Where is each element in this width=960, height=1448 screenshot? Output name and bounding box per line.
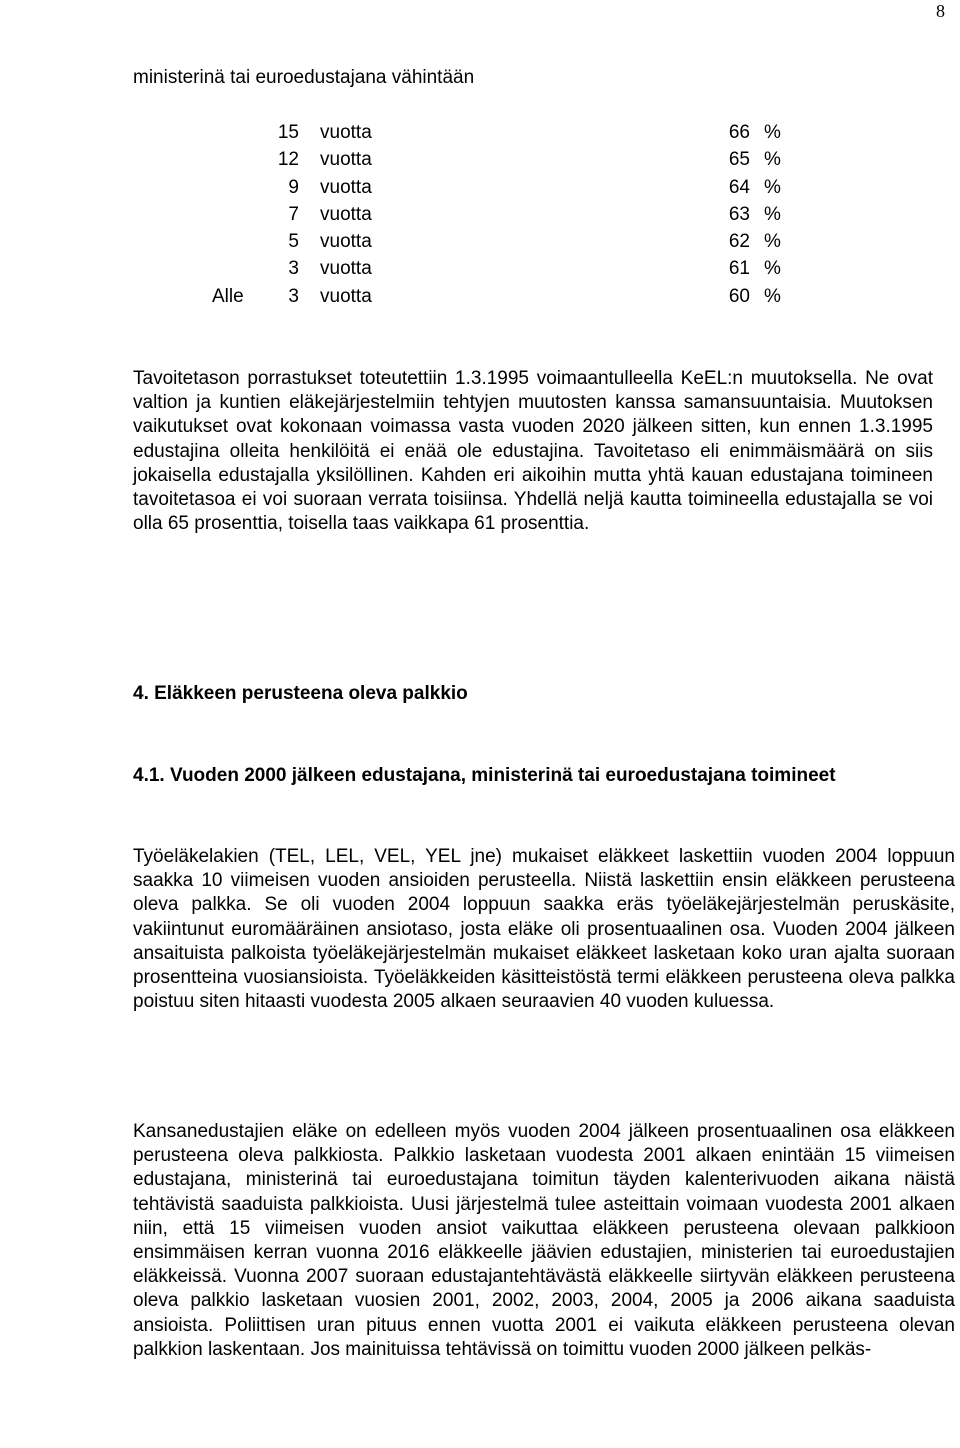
subsection-heading: 4.1. Vuoden 2000 jälkeen edustajana, ministerinä tai euroedustajana toimineet: [133, 765, 836, 786]
row-percent-sign: %: [764, 258, 781, 280]
row-unit: vuotta: [320, 203, 372, 225]
intro-line: ministerinä tai euroedustajana vähintään: [133, 67, 475, 88]
row-prefix: Alle: [212, 285, 244, 307]
row-unit: vuotta: [320, 149, 372, 171]
threshold-row: [0, 285, 960, 312]
paragraph-target-levels: Tavoitetason porrastukset toteutettiin 1.3.1995 voimaantulleella KeEL:n muutoksella. Ne ovat valtion ja kuntien eläkejärjestelmiin tehtyjen muutosten kanssa samansuuntaisia. Muutoksen vaikutukset ovat kokonaan voimassa vasta vuoden 2020 jälkeen sitten, kun ennen 1.3.1995 edustajina olleita henkilöitä ei enää ole edustajina. Tavoitetaso eli enimmäismäärä on siis jokaisella edustajalla yksilöllinen. Kahden eri aikoihin mutta yhtä kauan edustajana toimineen tavoitetasoa ei voi suoraan verrata toisiinsa. Yhdellä neljä kautta toimineella edustajalla se voi olla 65 prosenttia, toisella taas vaikkapa 61 prosenttia.: [133, 368, 933, 535]
row-percent-sign: %: [764, 149, 781, 171]
row-unit: vuotta: [320, 231, 372, 253]
row-unit: vuotta: [320, 176, 372, 198]
row-years: 3: [288, 258, 299, 280]
threshold-row: [0, 176, 960, 203]
row-unit: vuotta: [320, 258, 372, 280]
threshold-row: [0, 148, 960, 175]
row-percent: 64: [728, 176, 750, 198]
paragraph-earnings-laws: Työeläkelakien (TEL, LEL, VEL, YEL jne) mukaiset eläkkeet laskettiin vuoden 2004 loppuun saakka 10 viimeisen vuoden ansioiden perusteella. Niistä laskettiin ensin eläkkeen perusteena oleva palkka. Se oli vuoden 2004 loppuun saakka eräs työeläkejärjestelmän peruskäsite, vakiintunut euromääräinen ansiotaso, josta eläke oli prosentuaalinen osa. Vuoden 2004 jälkeen ansaituista palkoista työeläkejärjestelmän mukaiset eläkkeet lasketaan koko uran ajalta suoraan prosentteina vuosiansioista. Työeläkkeiden käsitteistöstä termi eläkkeen perusteena oleva palkka poistuu siten hitaasti vuodesta 2005 alkaen seuraavien 40 vuoden kuluessa.: [133, 846, 955, 1013]
page-number: 8: [936, 1, 945, 21]
row-percent-sign: %: [764, 176, 781, 198]
row-years: 7: [288, 203, 299, 225]
row-unit: vuotta: [320, 122, 372, 143]
row-percent-sign: %: [764, 231, 781, 253]
row-percent: 65: [728, 149, 750, 171]
row-years: 5: [288, 231, 299, 253]
row-years: 15: [277, 122, 299, 143]
threshold-row: [0, 121, 960, 148]
row-percent: 60: [728, 285, 750, 307]
row-percent-sign: %: [764, 122, 781, 143]
row-percent: 66: [728, 122, 750, 143]
paragraph-mp-pension: Kansanedustajien eläke on edelleen myös vuoden 2004 jälkeen prosentuaalinen osa eläkkeen perusteena oleva palkkiosta. Palkkio lasketaan vuodesta 2001 alkaen enintään 15 viimeisen edustajana, ministerinä tai euroedustajana toimitun täyden kalenterivuoden aikana näistä tehtävistä saaduista palkkioista. Uusi järjestelmä tulee asteittain voimaan vuodesta 2001 alkaen niin, että 15 viimeisen vuoden ansiot vaikuttaa eläkkeen perusteena olevaan palkkioon ensimmäisen kerran vuonna 2016 eläkkeelle jäävien edustajien, ministerien tai euroedustajien eläkkeissä. Vuonna 2007 suoraan edustajantehtävästä eläkkeelle siirtyvän eläkkeen perusteena oleva palkkio lasketaan vuosien 2001, 2002, 2003, 2004, 2005 ja 2006 aikana saaduista ansioista. Poliittisen uran pituus ennen vuotta 2001 ei vaikuta eläkkeen perusteena olevan palkkion laskentaan. Jos mainituissa tehtävissä on toimittu vuoden 2000 jälkeen pelkäs-: [133, 1121, 955, 1360]
row-percent-sign: %: [764, 203, 781, 225]
section-heading: 4. Eläkkeen perusteena oleva palkkio: [133, 683, 468, 704]
row-percent: 62: [728, 231, 750, 253]
row-percent: 61: [728, 258, 750, 280]
threshold-row: [0, 230, 960, 257]
threshold-row: [0, 203, 960, 230]
row-percent: 63: [728, 203, 750, 225]
row-years: 3: [288, 285, 299, 307]
threshold-row: [0, 257, 960, 284]
row-years: 12: [277, 149, 299, 171]
row-unit: vuotta: [320, 285, 372, 307]
threshold-table: [0, 121, 960, 312]
row-years: 9: [288, 176, 299, 198]
row-percent-sign: %: [764, 285, 781, 307]
